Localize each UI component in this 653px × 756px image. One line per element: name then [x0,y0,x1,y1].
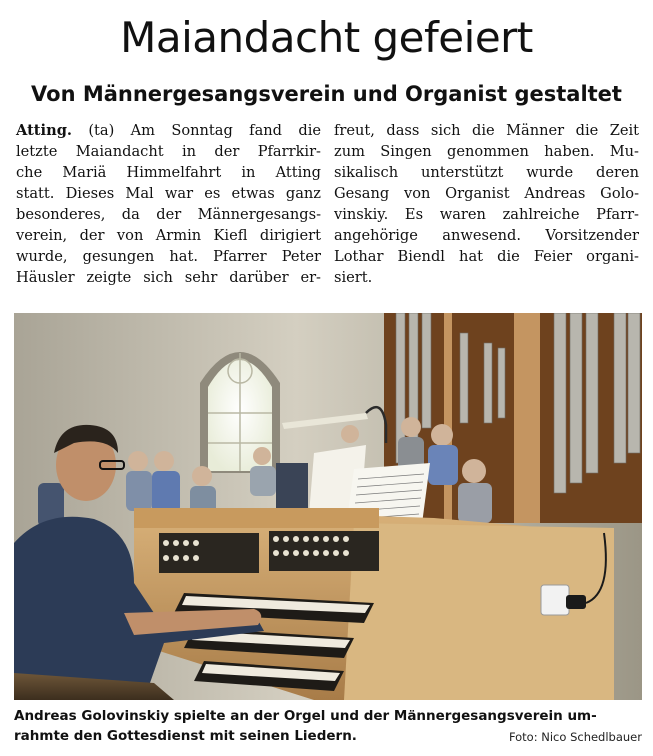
body-line: Lothar Biendl hat die Feier organi- [334,248,639,265]
body-line: letzte Maiandacht in der Pfarrkir- [16,143,321,160]
body-line: siert. [334,269,373,286]
body-line: sikalisch unterstützt wurde deren [334,164,639,181]
body-line: Häusler zeigte sich sehr darüber er- [16,269,321,286]
body-line: angehörige anwesend. Vorsitzender [334,227,639,244]
body-line: verein, der von Armin Kiefl dirigiert [16,227,321,244]
article-column-right [334,120,639,288]
body-line: zum Singen genommen haben. Mu- [334,143,639,160]
article-photo [14,313,642,700]
body-line: che Mariä Himmelfahrt in Atting [16,164,321,181]
body-line: vinskiy. Es waren zahlreiche Pfarr- [334,206,639,223]
body-line: freut, dass sich die Männer die Zeit [334,122,639,139]
headline: Maiandacht gefeiert [120,13,533,62]
body-line: statt. Dieses Mal war es etwas ganz [16,185,321,202]
organ-choir-photo [14,313,642,700]
body-line: Gesang von Organist Andreas Golo- [334,185,639,202]
body-line: wurde, gesungen hat. Pfarrer Peter [16,248,321,265]
subheadline: Von Männergesangsverein und Organist gestaltet [31,82,622,106]
body-line: besonderes, da der Männergesangs- [16,206,321,223]
caption-line: rahmte den Gottesdienst mit seinen Liedern. [14,728,357,744]
body-line [16,120,321,141]
caption-line: Andreas Golovinskiy spielte an der Orgel und der Männergesangsverein um- [14,708,597,724]
dateline: Atting. [16,122,72,139]
article-column-left [16,120,321,288]
photo-credit: Foto: Nico Schedlbauer [508,730,642,744]
body-text: (ta) Am Sonntag fand die [88,122,321,139]
